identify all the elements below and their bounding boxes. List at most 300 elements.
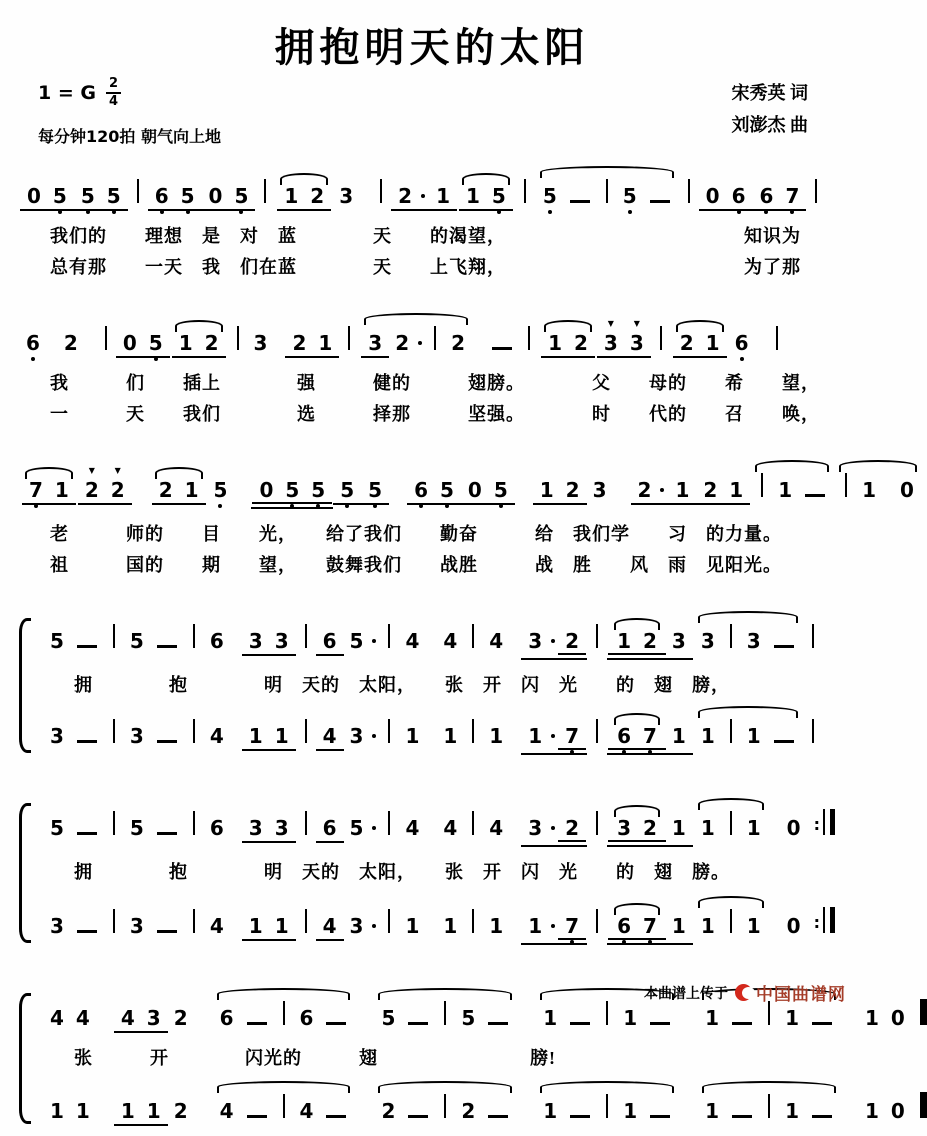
slur-group bbox=[693, 909, 769, 936]
note: 1 bbox=[528, 724, 543, 749]
note: 1 bbox=[700, 724, 715, 749]
note: 5 bbox=[381, 1005, 396, 1030]
dash-note bbox=[570, 200, 590, 203]
note: 5 bbox=[50, 628, 64, 653]
note: 5 bbox=[279, 480, 305, 500]
note: 0 bbox=[122, 330, 137, 355]
time-bottom: 4 bbox=[108, 94, 119, 110]
lyrics-row: 一 天 我们 选 择那 坚强。 时 代的 召 唤， bbox=[50, 404, 820, 425]
barline bbox=[688, 179, 690, 203]
beam-underline-group bbox=[608, 726, 666, 750]
note: 2 bbox=[451, 330, 466, 355]
note: 1 bbox=[54, 477, 69, 502]
note: 3 bbox=[50, 913, 64, 938]
dash-note bbox=[812, 1115, 832, 1118]
note: 1 bbox=[671, 724, 686, 749]
note: 1 bbox=[862, 477, 877, 502]
barline bbox=[596, 719, 598, 743]
dot-note bbox=[548, 636, 558, 648]
barline bbox=[388, 719, 390, 743]
beam-underline-group bbox=[607, 628, 693, 660]
note: 6 bbox=[209, 628, 224, 653]
barline bbox=[444, 1001, 446, 1025]
note-spacer bbox=[755, 349, 767, 350]
note: 3 bbox=[528, 628, 543, 653]
beam-underline-group bbox=[252, 477, 332, 504]
music-system bbox=[16, 161, 856, 284]
barline bbox=[596, 624, 598, 648]
dash-note bbox=[488, 1115, 508, 1118]
note: 2 bbox=[398, 183, 413, 208]
note: 1 bbox=[436, 183, 450, 208]
key-signature bbox=[38, 77, 221, 110]
note: 4 bbox=[489, 628, 504, 653]
barline bbox=[305, 909, 307, 933]
note: 3 bbox=[592, 477, 607, 502]
note: 1 bbox=[671, 816, 686, 841]
beam-underline-group bbox=[558, 628, 586, 655]
note: 4 bbox=[405, 628, 420, 653]
note: 1 bbox=[746, 816, 761, 841]
note: 1 bbox=[729, 477, 744, 502]
note: 5 bbox=[228, 186, 254, 206]
note: ▼ 3 bbox=[624, 333, 650, 353]
note: 0 bbox=[786, 816, 801, 841]
meta-block bbox=[8, 77, 856, 147]
beam-underline-group bbox=[696, 477, 750, 505]
note: 1 bbox=[489, 724, 504, 749]
barline bbox=[768, 1094, 770, 1118]
note: 3 bbox=[339, 183, 354, 208]
note-spacer bbox=[46, 349, 58, 350]
note: 1 bbox=[248, 724, 263, 749]
note: 2 bbox=[573, 330, 588, 355]
final-barline bbox=[920, 999, 927, 1025]
lyrics-row: 祖 国的 期 望， 鼓舞我们 战胜 战 胜 风 雨 见阳光。 bbox=[50, 555, 782, 576]
note: 3 bbox=[146, 1005, 161, 1030]
dash-note bbox=[247, 1022, 267, 1025]
beam-underline-group bbox=[114, 1101, 168, 1126]
note: 7 bbox=[559, 916, 585, 936]
barline bbox=[812, 624, 814, 648]
dash-note bbox=[650, 1115, 670, 1118]
beam-underline-group bbox=[361, 477, 389, 505]
dash-note bbox=[157, 740, 177, 743]
note: 1 bbox=[248, 913, 263, 938]
note: 6 bbox=[729, 333, 755, 353]
note: 3 bbox=[248, 816, 263, 841]
barline bbox=[193, 909, 195, 933]
slur-group bbox=[373, 1094, 517, 1125]
beam-underline-group bbox=[20, 183, 74, 211]
credits bbox=[732, 77, 809, 142]
slur-group bbox=[212, 1001, 356, 1032]
dash-note bbox=[77, 740, 97, 743]
note: 1 bbox=[548, 330, 562, 355]
notation-row bbox=[40, 606, 856, 670]
note: 5 bbox=[75, 186, 101, 206]
note: 2 bbox=[565, 628, 580, 653]
note-spacer bbox=[769, 834, 781, 835]
dot-note bbox=[369, 636, 379, 648]
note: 5 bbox=[486, 186, 512, 206]
barline bbox=[776, 326, 778, 350]
lyrics-row: 张 开 闪光的 翅 膀! bbox=[74, 1047, 556, 1068]
notation-row bbox=[40, 889, 856, 955]
note: 6 bbox=[209, 816, 224, 841]
note: 2 bbox=[679, 330, 694, 355]
beam-underline-group bbox=[202, 183, 256, 211]
slur-group bbox=[697, 1001, 841, 1032]
barline bbox=[596, 811, 598, 835]
dot-note bbox=[369, 823, 379, 835]
duet-system bbox=[16, 606, 856, 766]
notation-row bbox=[40, 701, 856, 765]
note: 1 bbox=[675, 477, 690, 502]
beam-underline-group bbox=[333, 477, 361, 505]
barline bbox=[730, 909, 732, 933]
note: 0 bbox=[786, 913, 801, 938]
slur-group bbox=[693, 811, 769, 841]
beam-underline-group bbox=[608, 913, 666, 940]
beam-underline-group bbox=[607, 913, 693, 945]
dash-note bbox=[570, 1022, 590, 1025]
barline bbox=[113, 719, 115, 743]
note: 5 bbox=[175, 186, 201, 206]
note: 2 bbox=[63, 330, 78, 355]
note: 4 bbox=[322, 724, 337, 749]
slur-group bbox=[609, 724, 665, 749]
music-system bbox=[16, 308, 856, 431]
beam-underline-group bbox=[461, 477, 515, 505]
note: 1 bbox=[705, 330, 720, 355]
barline bbox=[606, 1001, 608, 1025]
note-spacer bbox=[425, 932, 437, 933]
note: 1 bbox=[746, 724, 761, 749]
barline bbox=[606, 1094, 608, 1118]
beam-underline-group bbox=[361, 330, 389, 358]
beam-underline-group bbox=[558, 726, 586, 750]
note: 1 bbox=[75, 1099, 90, 1124]
note: 0 bbox=[890, 1005, 905, 1030]
dot-note bbox=[548, 823, 558, 835]
note: 3 bbox=[528, 816, 543, 841]
beam-underline-group bbox=[78, 477, 132, 505]
dash-note bbox=[774, 645, 794, 648]
barline bbox=[388, 624, 390, 648]
barline bbox=[105, 326, 107, 350]
beam-underline-group bbox=[277, 183, 331, 211]
beam-underline-group bbox=[22, 477, 76, 505]
note: 5 bbox=[362, 480, 388, 500]
beam-underline-group bbox=[459, 183, 513, 211]
note: 2 bbox=[204, 330, 219, 355]
note: 1 bbox=[671, 913, 686, 938]
slur-group bbox=[539, 330, 597, 358]
note: 1 bbox=[705, 1099, 720, 1124]
note: 5 bbox=[143, 333, 169, 353]
note: 7 bbox=[637, 916, 663, 936]
slur-group bbox=[535, 1001, 679, 1032]
beam-underline-group bbox=[316, 913, 344, 941]
note: 7 bbox=[779, 186, 805, 206]
note: 4 bbox=[219, 1099, 234, 1124]
dash-note bbox=[570, 1115, 590, 1118]
beam-underline-group bbox=[521, 818, 587, 847]
dot-note bbox=[369, 731, 379, 743]
note: 0 bbox=[27, 183, 41, 208]
beam-underline-group bbox=[316, 726, 344, 751]
note: 3 bbox=[671, 628, 686, 653]
barline bbox=[193, 719, 195, 743]
beam-underline-group bbox=[316, 818, 344, 843]
note: 5 bbox=[488, 480, 514, 500]
beam-underline-group bbox=[521, 628, 587, 660]
barline bbox=[264, 179, 266, 203]
note: 1 bbox=[274, 913, 289, 938]
beam-underline-group bbox=[429, 183, 457, 211]
site-logo-icon bbox=[735, 984, 752, 1001]
slur-group bbox=[693, 719, 803, 750]
barline bbox=[472, 811, 474, 835]
lyrics-row: 我 们 插上 强 健的 翅膀。 父 母的 希 望， bbox=[50, 372, 820, 393]
slur-group bbox=[609, 913, 665, 938]
dash-note bbox=[812, 1022, 832, 1025]
slur-group bbox=[834, 473, 922, 500]
note: 6 bbox=[149, 186, 175, 206]
slur-group bbox=[697, 1094, 841, 1125]
barline bbox=[761, 473, 763, 497]
note: 5 bbox=[434, 480, 460, 500]
note: 4 bbox=[75, 1005, 90, 1030]
duet-system bbox=[16, 791, 856, 955]
note: 3 bbox=[368, 330, 383, 355]
barline bbox=[730, 719, 732, 743]
note: 2 bbox=[292, 330, 307, 355]
note: 5 bbox=[334, 480, 360, 500]
note-spacer bbox=[882, 496, 894, 497]
note: ▼ 2 bbox=[79, 480, 105, 500]
beam-underline-group bbox=[114, 1005, 168, 1033]
barline bbox=[113, 624, 115, 648]
note: 6 bbox=[299, 1005, 314, 1030]
note: 2 bbox=[310, 183, 325, 208]
barline bbox=[113, 909, 115, 933]
note: 7 bbox=[559, 726, 585, 746]
note: 3 bbox=[248, 628, 263, 653]
note: 1 bbox=[778, 477, 793, 502]
barline bbox=[528, 326, 530, 350]
beam-underline-group bbox=[521, 726, 587, 755]
note: 6 bbox=[20, 333, 46, 353]
barline bbox=[237, 326, 239, 350]
note: 2 bbox=[642, 628, 657, 653]
note: 5 bbox=[537, 186, 563, 206]
note-spacer bbox=[230, 742, 242, 743]
note-spacer bbox=[769, 932, 781, 933]
note: 4 bbox=[120, 1005, 135, 1030]
beam-underline-group bbox=[242, 818, 296, 843]
beam-underline-group bbox=[172, 330, 226, 358]
note: 2 bbox=[637, 477, 652, 502]
dot-note bbox=[548, 921, 558, 933]
dash-note bbox=[157, 930, 177, 933]
note-spacer bbox=[425, 647, 437, 648]
note: 3 bbox=[274, 628, 289, 653]
dash-note bbox=[77, 930, 97, 933]
dash-note bbox=[774, 740, 794, 743]
note: 5 bbox=[47, 186, 73, 206]
beam-underline-group bbox=[631, 477, 669, 505]
barline bbox=[730, 624, 732, 648]
note: ▼ 3 bbox=[598, 333, 624, 353]
note: 1 bbox=[623, 1099, 638, 1124]
beam-underline-group bbox=[285, 330, 339, 358]
final-barline bbox=[920, 1092, 927, 1118]
beam-underline-group bbox=[407, 477, 461, 505]
note: 5 bbox=[305, 480, 331, 500]
lyrics-row: 总有那 一天 我 们在蓝 天 上飞翔， 为了那 bbox=[50, 257, 801, 278]
dash-note bbox=[326, 1022, 346, 1025]
note: 1 bbox=[705, 1005, 720, 1030]
dash-note bbox=[157, 645, 177, 648]
barline bbox=[137, 179, 139, 203]
slur-group bbox=[275, 183, 333, 211]
note: 5 bbox=[50, 816, 64, 841]
note: 6 bbox=[322, 628, 337, 653]
note: 1 bbox=[146, 1099, 161, 1124]
note: 5 bbox=[208, 480, 234, 500]
note: 6 bbox=[219, 1005, 234, 1030]
beam-underline-group bbox=[699, 183, 753, 211]
note: 1 bbox=[443, 724, 458, 749]
note: 6 bbox=[611, 916, 637, 936]
barline bbox=[596, 909, 598, 933]
barline bbox=[472, 624, 474, 648]
key-label: 1 = G bbox=[38, 82, 96, 105]
note-spacer bbox=[84, 349, 96, 350]
note: 6 bbox=[726, 186, 752, 206]
time-signature bbox=[106, 77, 121, 110]
time-top: 2 bbox=[106, 77, 121, 94]
note-spacer bbox=[509, 932, 521, 933]
beam-underline-group bbox=[152, 477, 206, 505]
site-name: 中国曲谱网 bbox=[756, 985, 846, 1004]
slur-group bbox=[535, 179, 679, 210]
note: 5 bbox=[129, 628, 144, 653]
beam-underline-group bbox=[116, 330, 170, 358]
dot-note bbox=[657, 485, 667, 497]
barline bbox=[730, 811, 732, 835]
dot-note bbox=[418, 191, 428, 203]
barline bbox=[812, 719, 814, 743]
barline bbox=[283, 1094, 285, 1118]
barline bbox=[193, 811, 195, 835]
beam-underline-group bbox=[148, 183, 202, 211]
note: 1 bbox=[864, 1005, 879, 1030]
repeat-barline bbox=[823, 907, 835, 933]
slur-group bbox=[150, 477, 208, 505]
site-logo[interactable] bbox=[735, 980, 846, 1005]
note: 0 bbox=[259, 477, 274, 502]
beam-underline-group bbox=[558, 818, 586, 842]
dash-note bbox=[247, 1115, 267, 1118]
note: 3 bbox=[129, 913, 144, 938]
note: 1 bbox=[274, 724, 289, 749]
note: ▼ 2 bbox=[105, 480, 131, 500]
note: 5 bbox=[129, 816, 144, 841]
beam-underline-group bbox=[242, 628, 296, 656]
note: 1 bbox=[489, 913, 504, 938]
lyrics-row: 拥 抱 明 天的 太阳， 张 开 闪 光 的 翅 膀， bbox=[74, 674, 730, 695]
note: 4 bbox=[489, 816, 504, 841]
note-spacer bbox=[425, 834, 437, 835]
notation-row bbox=[16, 308, 856, 368]
song-title: 拥抱明天的太阳 bbox=[274, 25, 590, 71]
tempo-marking: 每分钟120拍 朝气向上地 bbox=[38, 126, 221, 146]
beam-underline-group bbox=[521, 913, 587, 945]
note: 2 bbox=[703, 477, 718, 502]
dash-note bbox=[408, 1022, 428, 1025]
note: 1 bbox=[539, 477, 554, 502]
note: 1 bbox=[543, 1005, 558, 1030]
note-spacer bbox=[425, 742, 437, 743]
lyrics-row: 拥 抱 明 天的 太阳， 张 开 闪 光 的 翅 膀。 bbox=[74, 862, 730, 883]
barline bbox=[388, 909, 390, 933]
slur-group bbox=[609, 628, 665, 653]
note: 1 bbox=[700, 913, 715, 938]
beam-underline-group bbox=[251, 477, 333, 509]
note: 6 bbox=[611, 726, 637, 746]
slur-group bbox=[359, 326, 473, 358]
dash-note bbox=[732, 1115, 752, 1118]
note: 2 bbox=[381, 1099, 396, 1124]
note: 0 bbox=[890, 1099, 905, 1124]
dash-note bbox=[650, 1022, 670, 1025]
beam-underline-group bbox=[242, 726, 296, 751]
slur-group bbox=[20, 477, 78, 505]
barline bbox=[283, 1001, 285, 1025]
notation-row bbox=[40, 1074, 905, 1136]
meta-left bbox=[38, 77, 221, 147]
note: 3 bbox=[700, 628, 715, 653]
note: 3 bbox=[50, 724, 64, 749]
dot-note bbox=[415, 338, 425, 350]
note: 1 bbox=[746, 913, 761, 938]
note: 4 bbox=[443, 816, 458, 841]
note: 4 bbox=[322, 913, 337, 938]
dash-note bbox=[408, 1115, 428, 1118]
note: 1 bbox=[405, 724, 420, 749]
beam-underline-group bbox=[597, 330, 651, 358]
note: 1 bbox=[184, 477, 199, 502]
beam-underline-group bbox=[242, 913, 296, 941]
footer bbox=[644, 980, 846, 1005]
notation-row bbox=[40, 791, 856, 857]
barline bbox=[305, 624, 307, 648]
note-spacer bbox=[273, 349, 285, 350]
note: 1 bbox=[700, 816, 715, 841]
note: 4 bbox=[50, 1005, 64, 1030]
barline bbox=[472, 909, 474, 933]
barline bbox=[305, 719, 307, 743]
dash-note bbox=[77, 645, 97, 648]
note: 2 bbox=[565, 816, 580, 841]
note: 1 bbox=[120, 1099, 135, 1124]
beam-underline-group bbox=[533, 477, 587, 505]
barline bbox=[472, 719, 474, 743]
beam-underline-group bbox=[541, 330, 595, 358]
